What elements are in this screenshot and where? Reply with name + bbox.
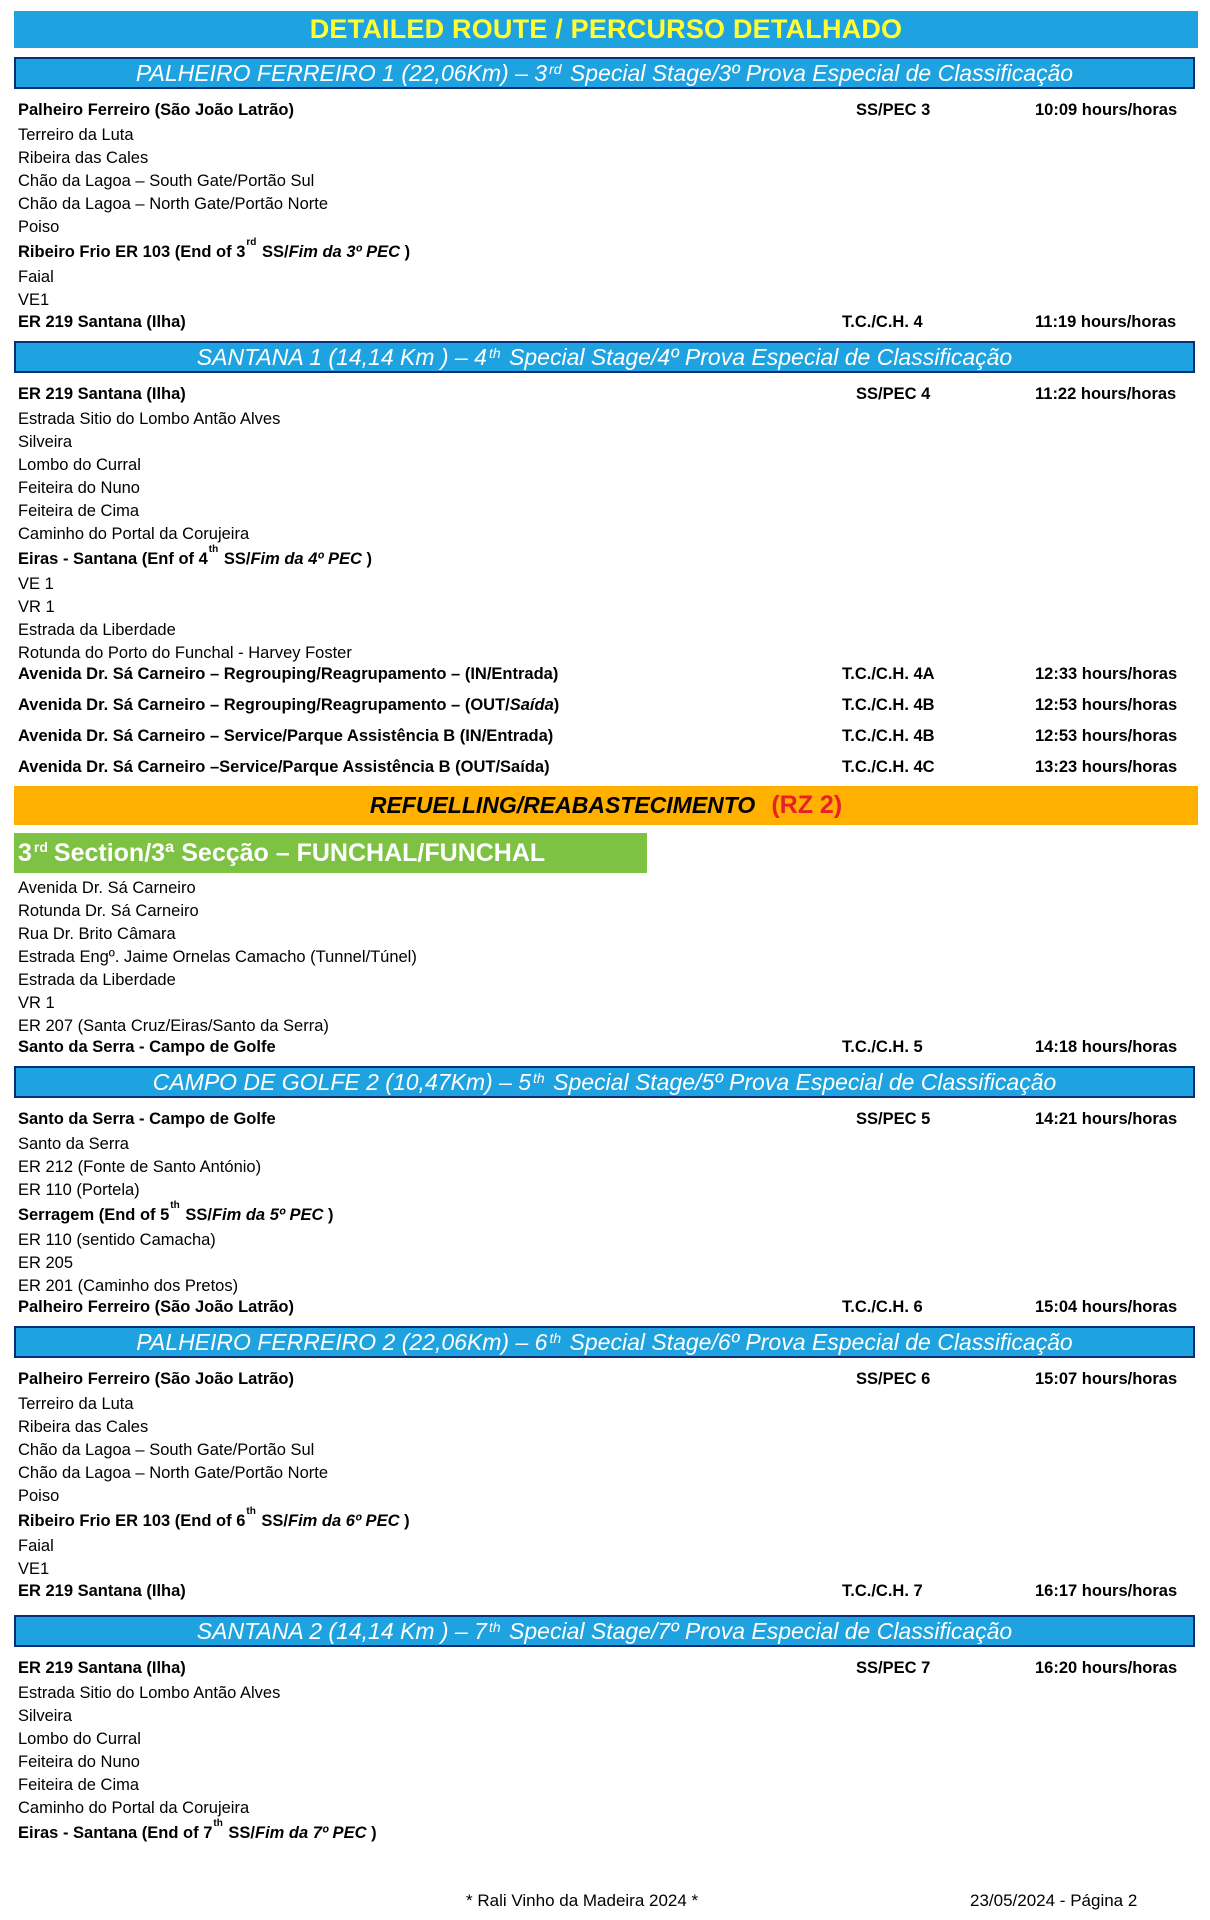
- route-row: [18, 1393, 1188, 1415]
- time: 15:07 hours/horas: [1035, 1370, 1178, 1388]
- route-row: [18, 694, 1188, 716]
- location: Terreiro da Luta: [18, 126, 134, 144]
- stage-header-ss6: PALHEIRO FERREIRO 2 (22,06Km) – 6 $^{th}$ Special Stage/6º Prova Especial de Classificação: [14, 1326, 1195, 1358]
- route-row: [18, 383, 1188, 405]
- location: VE 1: [18, 575, 54, 593]
- location: Estrada Engº. Jaime Ornelas Camacho (Tunnel/Túnel): [18, 948, 417, 966]
- route-row: [18, 596, 1188, 618]
- route-row-stage-end: [18, 543, 1188, 570]
- route-row-stage-end: [18, 1817, 1188, 1844]
- page-title: DETAILED ROUTE / PERCURSO DETALHADO: [14, 11, 1198, 48]
- time: 14:21 hours/horas: [1035, 1110, 1178, 1128]
- location: VE1: [18, 291, 50, 309]
- route-row: [18, 1368, 1188, 1390]
- location: Palheiro Ferreiro (São João Latrão): [18, 101, 294, 119]
- location: Chão da Lagoa – South Gate/Portão Sul: [18, 1441, 315, 1459]
- stage-subtitle: Special Stage/6º Prova Especial de Classificação: [569, 1328, 1073, 1355]
- stage-header-ss3: PALHEIRO FERREIRO 1 (22,06Km) – 3 $^{rd}$ Special Stage/3º Prova Especial de Classificação: [14, 57, 1195, 89]
- control-point: SS/PEC 6: [856, 1370, 931, 1388]
- route-row: [18, 1156, 1188, 1178]
- time: 16:17 hours/horas: [1035, 1582, 1178, 1600]
- route-row: [18, 573, 1188, 595]
- time: 11:19 hours/horas: [1035, 313, 1177, 331]
- location: ER 207 (Santa Cruz/Eiras/Santo da Serra): [18, 1017, 329, 1035]
- location: Chão da Lagoa – North Gate/Portão Norte: [18, 1464, 329, 1482]
- location: Serragem (End of 5th SS/Fim da 5º PEC ): [18, 1199, 334, 1224]
- section-number: 3: [18, 838, 32, 867]
- route-row: [18, 454, 1188, 476]
- refuelling-banner: [14, 786, 1198, 825]
- footer-event-name: * Rali Vinho da Madeira 2024 *: [466, 1891, 699, 1910]
- route-row: [18, 725, 1188, 747]
- control-point: T.C./C.H. 4: [842, 313, 923, 331]
- route-row: [18, 1416, 1188, 1438]
- control-point: T.C./C.H. 4C: [842, 758, 935, 776]
- route-row: [18, 1296, 1188, 1318]
- route-row: [18, 900, 1188, 922]
- route-row: [18, 147, 1188, 169]
- location: Estrada Sitio do Lombo Antão Alves: [18, 410, 281, 428]
- location: ER 219 Santana (Ilha): [18, 385, 186, 403]
- location: Chão da Lagoa – North Gate/Portão Norte: [18, 195, 329, 213]
- route-row-stage-end: [18, 236, 1188, 263]
- control-point: SS/PEC 5: [856, 1110, 931, 1128]
- control-point: T.C./C.H. 4B: [842, 727, 935, 745]
- location: Eiras - Santana (End of 7th SS/Fim da 7º PEC ): [18, 1817, 377, 1842]
- refuel-zone: (RZ 2): [771, 791, 843, 819]
- stage-subtitle: Special Stage/4º Prova Especial de Classificação: [509, 343, 1013, 370]
- control-point: SS/PEC 3: [856, 101, 931, 119]
- location: Palheiro Ferreiro (São João Latrão): [18, 1298, 294, 1316]
- section-header: 3 $^{rd}$ Section/3ª Secção – FUNCHAL/FUNCHAL: [14, 833, 647, 873]
- route-row: [18, 1036, 1188, 1058]
- stage-subtitle: Special Stage/7º Prova Especial de Classificação: [509, 1617, 1013, 1644]
- stage-header-ss5: CAMPO DE GOLFE 2 (10,47Km) – 5 $^{th}$ Special Stage/5º Prova Especial de Classificação: [14, 1066, 1195, 1098]
- route-row: [18, 619, 1188, 641]
- control-point: SS/PEC 7: [856, 1659, 931, 1677]
- route-row: [18, 500, 1188, 522]
- route-row: [18, 1705, 1188, 1727]
- route-row: [18, 1657, 1188, 1679]
- route-row: [18, 992, 1188, 1014]
- stage-subtitle: Special Stage/3º Prova Especial de Classificação: [569, 59, 1074, 86]
- route-row: [18, 1682, 1188, 1704]
- location: Rua Dr. Brito Câmara: [18, 925, 176, 943]
- route-row: [18, 1229, 1188, 1251]
- location: Estrada da Liberdade: [18, 971, 176, 989]
- location: Feiteira de Cima: [18, 502, 140, 520]
- location: Estrada da Liberdade: [18, 621, 176, 639]
- location: Silveira: [18, 433, 73, 451]
- route-row: [18, 1751, 1188, 1773]
- location: Estrada Sitio do Lombo Antão Alves: [18, 1684, 281, 1702]
- location: Ribeira das Cales: [18, 149, 149, 167]
- stage-title: SANTANA 2 (14,14 Km ) – 7: [196, 1617, 487, 1644]
- control-point: T.C./C.H. 4B: [842, 696, 935, 714]
- refuelling-label: REFUELLING/REABASTECIMENTO: [369, 792, 756, 818]
- route-row: [18, 1797, 1188, 1819]
- route-row: [18, 1774, 1188, 1796]
- route-row: [18, 1252, 1188, 1274]
- section-title: Section/3ª Secção – FUNCHAL/FUNCHAL: [53, 838, 546, 867]
- stage-header-ss7: SANTANA 2 (14,14 Km ) – 7 $^{th}$ Special Stage/7º Prova Especial de Classificação: [14, 1615, 1195, 1647]
- route-row: [18, 170, 1188, 192]
- location: Eiras - Santana (Enf of 4th SS/Fim da 4º PEC ): [18, 543, 373, 568]
- route-row: [18, 1558, 1188, 1580]
- location: ER 201 (Caminho dos Pretos): [18, 1277, 239, 1295]
- location: Silveira: [18, 1707, 73, 1725]
- route-row: [18, 1015, 1188, 1037]
- route-row: [18, 523, 1188, 545]
- route-row: [18, 663, 1188, 685]
- route-row: [18, 946, 1188, 968]
- control-point: SS/PEC 4: [856, 385, 931, 403]
- route-row: [18, 1179, 1188, 1201]
- location: Santo da Serra: [18, 1135, 129, 1153]
- location: Avenida Dr. Sá Carneiro – Service/Parque Assistência B (IN/Entrada): [18, 727, 554, 745]
- route-row-stage-end: [18, 1505, 1188, 1532]
- location: Ribeiro Frio ER 103 (End of 6th SS/Fim da 6º PEC ): [18, 1505, 410, 1530]
- location: Palheiro Ferreiro (São João Latrão): [18, 1370, 294, 1388]
- time: 13:23 hours/horas: [1035, 758, 1178, 776]
- route-row: [18, 1133, 1188, 1155]
- route-row: [18, 311, 1188, 333]
- location: ER 219 Santana (Ilha): [18, 313, 186, 331]
- location: Lombo do Curral: [18, 456, 141, 474]
- control-point: T.C./C.H. 4A: [842, 665, 935, 683]
- location: Poiso: [18, 218, 60, 236]
- route-row: [18, 1275, 1188, 1297]
- stage-header-ss4: SANTANA 1 (14,14 Km ) – 4 $^{th}$ Special Stage/4º Prova Especial de Classificação: [14, 341, 1195, 373]
- time: 12:33 hours/horas: [1035, 665, 1178, 683]
- location: ER 110 (Portela): [18, 1181, 140, 1199]
- location: Avenida Dr. Sá Carneiro – Regrouping/Reagrupamento – (OUT/Saída): [18, 696, 560, 714]
- stage-title: PALHEIRO FERREIRO 2 (22,06Km) – 6: [136, 1328, 548, 1355]
- location: ER 110 (sentido Camacha): [18, 1231, 216, 1249]
- location: Poiso: [18, 1487, 60, 1505]
- location: Avenida Dr. Sá Carneiro –Service/Parque Assistência B (OUT/Saída): [18, 758, 550, 776]
- location: Avenida Dr. Sá Carneiro – Regrouping/Reagrupamento – (IN/Entrada): [18, 665, 559, 683]
- location: VR 1: [18, 598, 55, 616]
- footer-page-number: 23/05/2024 - Página 2: [970, 1891, 1138, 1910]
- location: Avenida Dr. Sá Carneiro: [18, 879, 196, 897]
- time: 14:18 hours/horas: [1035, 1038, 1178, 1056]
- location: VR 1: [18, 994, 55, 1012]
- time: 15:04 hours/horas: [1035, 1298, 1178, 1316]
- location: ER 219 Santana (Ilha): [18, 1582, 186, 1600]
- route-row: [18, 1535, 1188, 1557]
- location: Caminho do Portal da Corujeira: [18, 525, 250, 543]
- route-row: [18, 1108, 1188, 1130]
- location: Caminho do Portal da Corujeira: [18, 1799, 250, 1817]
- route-row: [18, 877, 1188, 899]
- route-row: [18, 642, 1188, 664]
- route-row: [18, 124, 1188, 146]
- route-row: [18, 923, 1188, 945]
- route-row: [18, 969, 1188, 991]
- route-row: [18, 216, 1188, 238]
- route-row: [18, 1439, 1188, 1461]
- location: ER 212 (Fonte de Santo António): [18, 1158, 262, 1176]
- location: Faial: [18, 268, 54, 286]
- route-row: [18, 1462, 1188, 1484]
- location: Santo da Serra - Campo de Golfe: [18, 1038, 276, 1056]
- route-row: [18, 266, 1188, 288]
- location: Santo da Serra - Campo de Golfe: [18, 1110, 276, 1128]
- location: VE1: [18, 1560, 50, 1578]
- location: Feiteira do Nuno: [18, 1753, 140, 1771]
- time: 12:53 hours/horas: [1035, 696, 1178, 714]
- location: ER 205: [18, 1254, 74, 1272]
- route-row: [18, 1728, 1188, 1750]
- stage-subtitle: Special Stage/5º Prova Especial de Classificação: [553, 1068, 1057, 1095]
- control-point: T.C./C.H. 5: [842, 1038, 923, 1056]
- location: Rotunda Dr. Sá Carneiro: [18, 902, 199, 920]
- time: 10:09 hours/horas: [1035, 101, 1178, 119]
- location: Feiteira de Cima: [18, 1776, 140, 1794]
- route-row: [18, 431, 1188, 453]
- route-row: [18, 477, 1188, 499]
- route-row: [18, 408, 1188, 430]
- route-row-stage-end: [18, 1199, 1188, 1226]
- route-row: [18, 289, 1188, 311]
- stage-title: CAMPO DE GOLFE 2 (10,47Km) – 5: [152, 1068, 532, 1095]
- location: Feiteira do Nuno: [18, 479, 140, 497]
- location: Rotunda do Porto do Funchal - Harvey Foster: [18, 644, 352, 662]
- route-row: [18, 1580, 1188, 1602]
- location: Lombo do Curral: [18, 1730, 141, 1748]
- route-row: [18, 193, 1188, 215]
- control-point: T.C./C.H. 7: [842, 1582, 923, 1600]
- stage-title: PALHEIRO FERREIRO 1 (22,06Km) – 3: [135, 59, 548, 86]
- time: 16:20 hours/horas: [1035, 1659, 1178, 1677]
- route-row: [18, 1485, 1188, 1507]
- location: Ribeira das Cales: [18, 1418, 149, 1436]
- location: Faial: [18, 1537, 54, 1555]
- stage-title: SANTANA 1 (14,14 Km ) – 4: [196, 343, 487, 370]
- location: Chão da Lagoa – South Gate/Portão Sul: [18, 172, 315, 190]
- time: 11:22 hours/horas: [1035, 385, 1177, 403]
- control-point: T.C./C.H. 6: [842, 1298, 923, 1316]
- location: ER 219 Santana (Ilha): [18, 1659, 186, 1677]
- location: Ribeiro Frio ER 103 (End of 3rd SS/Fim da 3º PEC ): [18, 236, 411, 261]
- location: Terreiro da Luta: [18, 1395, 134, 1413]
- route-row: [18, 99, 1188, 121]
- route-row: [18, 756, 1188, 778]
- time: 12:53 hours/horas: [1035, 727, 1178, 745]
